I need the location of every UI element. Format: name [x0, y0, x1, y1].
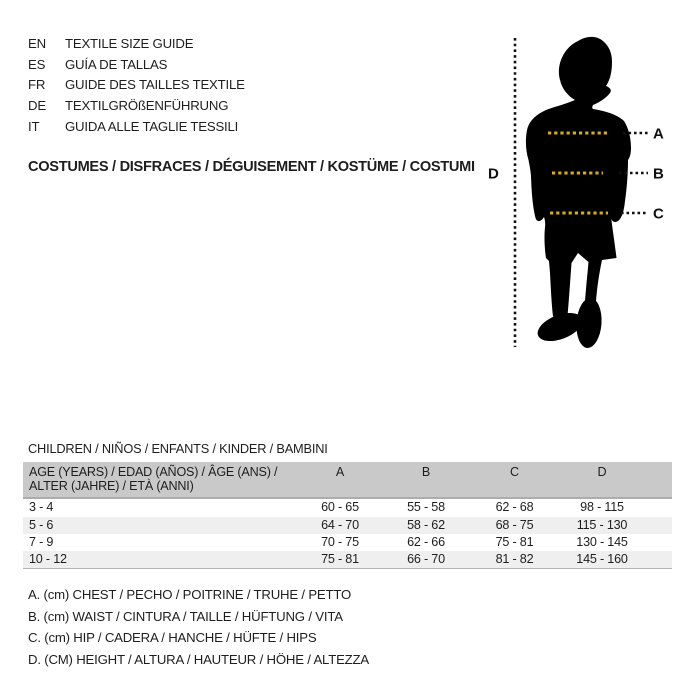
language-title-list [28, 34, 245, 138]
lang-code: ES [28, 56, 46, 72]
legend-item-hip: C. (cm) HIP / CADERA / HANCHE / HÜFTE / HIPS [28, 630, 317, 646]
legend-item-height: D. (CM) HEIGHT / ALTURA / HAUTEUR / HÖHE / ALTEZZA [28, 651, 369, 667]
child-silhouette-icon [526, 37, 631, 349]
table-header-row [23, 462, 672, 499]
height-label: D [488, 165, 499, 183]
height-cell: 115 - 130 [576, 517, 628, 532]
chest-label: A [653, 125, 664, 143]
hip-cell: 81 - 82 [495, 551, 534, 566]
waist-cell: 62 - 66 [407, 534, 445, 549]
height-cell: 98 - 115 [580, 500, 624, 515]
age-cell: 7 - 9 [29, 534, 54, 549]
category-title: COSTUMES / DISFRACES / DÉGUISEMENT / KOSTÜME / COSTUMI [28, 159, 475, 175]
lang-row-it [28, 117, 245, 138]
chest-cell: 70 - 75 [321, 534, 359, 549]
chest-cell: 60 - 65 [321, 500, 359, 515]
column-header-c: C [510, 465, 519, 479]
chest-cell: 75 - 81 [321, 551, 359, 566]
legend-item-chest: A. (cm) CHEST / PECHO / POITRINE / TRUHE / PETTO [28, 587, 352, 602]
age-column-header [23, 465, 298, 493]
chest-cell: 64 - 70 [321, 517, 359, 532]
lang-code: EN [28, 36, 46, 51]
lang-label: GUÍA DE TALLAS [65, 56, 168, 72]
height-cell: 145 - 160 [576, 551, 628, 566]
table-section-title: CHILDREN / NIÑOS / ENFANTS / KINDER / BAMBINI [28, 441, 328, 456]
waist-cell: 58 - 62 [407, 517, 445, 532]
lang-label: GUIDE DES TAILLES TEXTILE [65, 77, 245, 93]
table-row [23, 517, 672, 534]
lang-code: FR [28, 77, 46, 93]
measurement-diagram [480, 20, 700, 360]
table-row [23, 551, 672, 568]
lang-code: DE [28, 98, 46, 114]
lang-label: TEXTILE SIZE GUIDE [65, 36, 194, 51]
lang-row-en [28, 34, 245, 55]
lang-code: IT [28, 118, 40, 134]
hip-label: C [653, 205, 664, 223]
age-header-line2: ALTER (JAHRE) / ETÀ (ANNI) [29, 479, 194, 494]
waist-label: B [653, 165, 664, 183]
lang-label: TEXTILGRÖßENFÜHRUNG [65, 98, 229, 114]
lang-row-fr [28, 75, 245, 96]
legend-item-waist: B. (cm) WAIST / CINTURA / TAILLE / HÜFTUNG / VITA [28, 608, 343, 624]
waist-cell: 66 - 70 [407, 551, 445, 566]
age-cell: 5 - 6 [29, 517, 54, 532]
waist-cell: 55 - 58 [407, 500, 445, 515]
column-header-b: B [421, 465, 431, 479]
hip-cell: 62 - 68 [495, 500, 534, 515]
table-row [23, 499, 672, 516]
hip-cell: 68 - 75 [495, 517, 534, 532]
column-header-a: A [335, 465, 345, 479]
column-header-d: D [597, 465, 607, 479]
age-cell: 3 - 4 [29, 500, 54, 515]
size-table [23, 462, 672, 569]
measurement-legend [28, 584, 369, 670]
lang-label: GUIDA ALLE TAGLIE TESSILI [65, 118, 239, 134]
lang-row-es [28, 55, 245, 76]
table-row [23, 534, 672, 551]
lang-row-de [28, 96, 245, 117]
height-cell: 130 - 145 [576, 534, 628, 549]
age-header-line1: AGE (YEARS) / EDAD (AÑOS) / ÂGE (ANS) / [29, 465, 278, 479]
age-cell: 10 - 12 [29, 551, 67, 566]
hip-cell: 75 - 81 [495, 534, 534, 549]
